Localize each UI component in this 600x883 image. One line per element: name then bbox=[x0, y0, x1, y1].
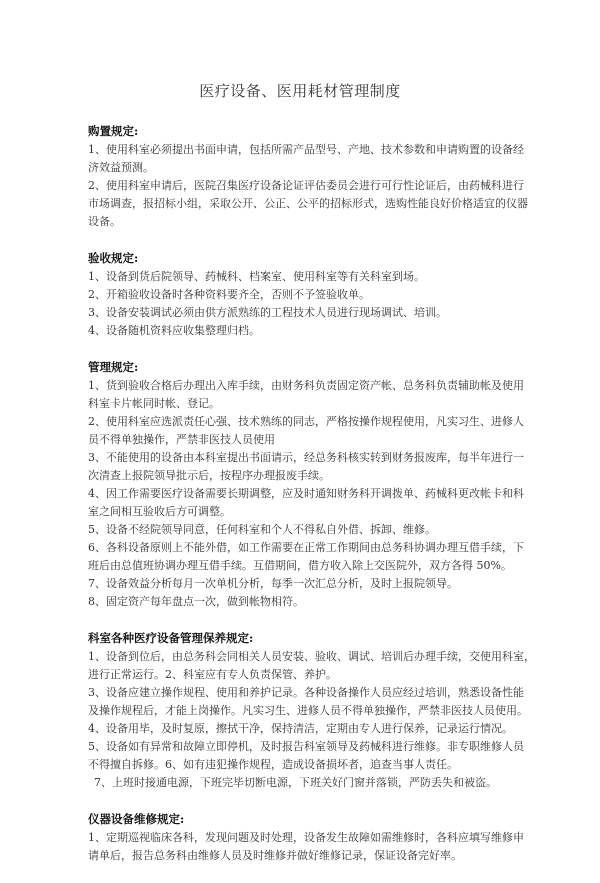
paragraph-line: 7、上班时接通电源，下班完毕切断电源，下班关好门窗并落锁，严防丢失和被盗。 bbox=[94, 776, 497, 789]
paragraph-line: 员不得单独操作，严禁非医技人员使用 bbox=[88, 433, 275, 446]
paragraph-line: 2、使用科室应选派责任心强、技术熟练的同志，严格按操作规程使用，凡实习生、进修人 bbox=[88, 415, 524, 428]
paragraph-line: 2、开箱验收设备时各种资料要齐全，否则不予签验收单。 bbox=[88, 288, 370, 301]
paragraph-line: 2、使用科室申请后，医院召集医疗设备论证评估委员会进行可行性论证后，由药械科进行 bbox=[88, 179, 524, 192]
paragraph-line: 次清查上报院领导批示后，按程序办理报废手续。 bbox=[88, 469, 330, 482]
paragraph-line: 室之间相互验收后方可调整。 bbox=[88, 505, 231, 518]
paragraph-line: 济效益预测。 bbox=[88, 161, 154, 174]
section-maintenance bbox=[88, 629, 535, 792]
paragraph-line: 7、设备效益分析每月一次单机分析，每季一次汇总分析，及时上报院领导。 bbox=[88, 577, 458, 590]
section-heading: 仪器设备维修规定: bbox=[88, 812, 185, 826]
paragraph-line: 3、设备应建立操作规程、使用和养护记录。各种设备操作人员应经过培训，熟悉设备性能 bbox=[88, 686, 524, 699]
section-purchase bbox=[88, 122, 528, 231]
paragraph-line: 市场调查，报招标小组，采取公开、公正、公平的招标形式，选购性能良好价格适宜的仪器 bbox=[88, 197, 528, 210]
paragraph-line: 科室卡片帐同时帐、登记。 bbox=[88, 397, 220, 410]
paragraph-line: 1、设备到货后院领导、药械科、档案室、使用科室等有关科室到场。 bbox=[88, 270, 425, 283]
document-title: 医疗设备、医用耗材管理制度 bbox=[199, 82, 401, 100]
paragraph-line: 班后由总值班协调办理互借手续。互借期间，借方收入除上交医院外，双方各得 50%。 bbox=[88, 559, 512, 572]
paragraph-line: 5、设备如有异常和故障立即停机，及时报告科室领导及药械科进行维修。非专职维修人员 bbox=[88, 740, 524, 753]
paragraph-line: 8、固定资产每年盘点一次，做到帐物相符。 bbox=[88, 595, 304, 608]
section-heading: 管理规定: bbox=[88, 360, 139, 374]
section-acceptance bbox=[88, 249, 512, 340]
section-management bbox=[88, 358, 524, 611]
paragraph-line: 进行正常运行。2、科室应有专人负责保管、养护。 bbox=[88, 668, 337, 681]
section-heading: 购置规定: bbox=[88, 124, 139, 138]
paragraph-line: 3、设备安装调试必须由供方派熟练的工程技术人员进行现场调试、培训。 bbox=[88, 306, 447, 319]
document-body bbox=[88, 122, 535, 883]
section-heading: 科室各种医疗设备管理保养规定: bbox=[88, 631, 254, 645]
paragraph-line: 1、设备到位后，由总务科会同相关人员安装、验收、调试、培训后办理手续，交使用科室， bbox=[88, 650, 535, 663]
paragraph-line: 5、设备不经院领导同意，任何科室和个人不得私自外借、拆卸、维修。 bbox=[88, 523, 436, 536]
section-heading: 验收规定: bbox=[88, 251, 139, 265]
paragraph-line: 不得擅自拆修。6、如有违犯操作规程，造成设备损坏者，追查当事人责任。 bbox=[88, 758, 458, 771]
paragraph-line: 6、各科设备原则上不能外借，如工作需要在正常工作期间由总务科协调办理互借手续，下 bbox=[88, 541, 524, 554]
paragraph-line: 1、定期巡视临床各科，发现问题及时处理，设备发生故障如需维修时，各科应填写维修申 bbox=[88, 831, 524, 844]
paragraph-line: 3、不能使用的设备由本科室提出书面请示，经总务科核实转到财务报废库，每半年进行一 bbox=[88, 451, 524, 464]
section-repair bbox=[88, 810, 524, 865]
paragraph-line: 及操作规程后，才能上岗操作。凡实习生、进修人员不得单独操作，严禁非医技人员使用。 bbox=[88, 704, 528, 717]
paragraph-line: 4、设备用毕，及时复原，擦拭干净，保持清洁，定期由专人进行保养，记录运行情况。 bbox=[88, 722, 513, 735]
paragraph-line: 设备。 bbox=[88, 215, 121, 228]
paragraph-line: 4、设备随机资料应收集整理归档。 bbox=[88, 324, 260, 337]
paragraph-line: 请单后，报告总务科由维修人员及时维修并做好维修记录，保证设备完好率。 bbox=[88, 849, 462, 862]
paragraph-line: 1、使用科室必须提出书面申请，包括所需产品型号、产地、技术参数和申请购置的设备经 bbox=[88, 143, 524, 156]
paragraph-line: 4、因工作需要医疗设备需要长期调整，应及时通知财务科开调拨单、药械科更改帐卡和科 bbox=[88, 487, 524, 500]
paragraph-line: 1、货到验收合格后办理出入库手续，由财务科负责固定资产帐、总务科负责辅助帐及使用 bbox=[88, 379, 524, 392]
